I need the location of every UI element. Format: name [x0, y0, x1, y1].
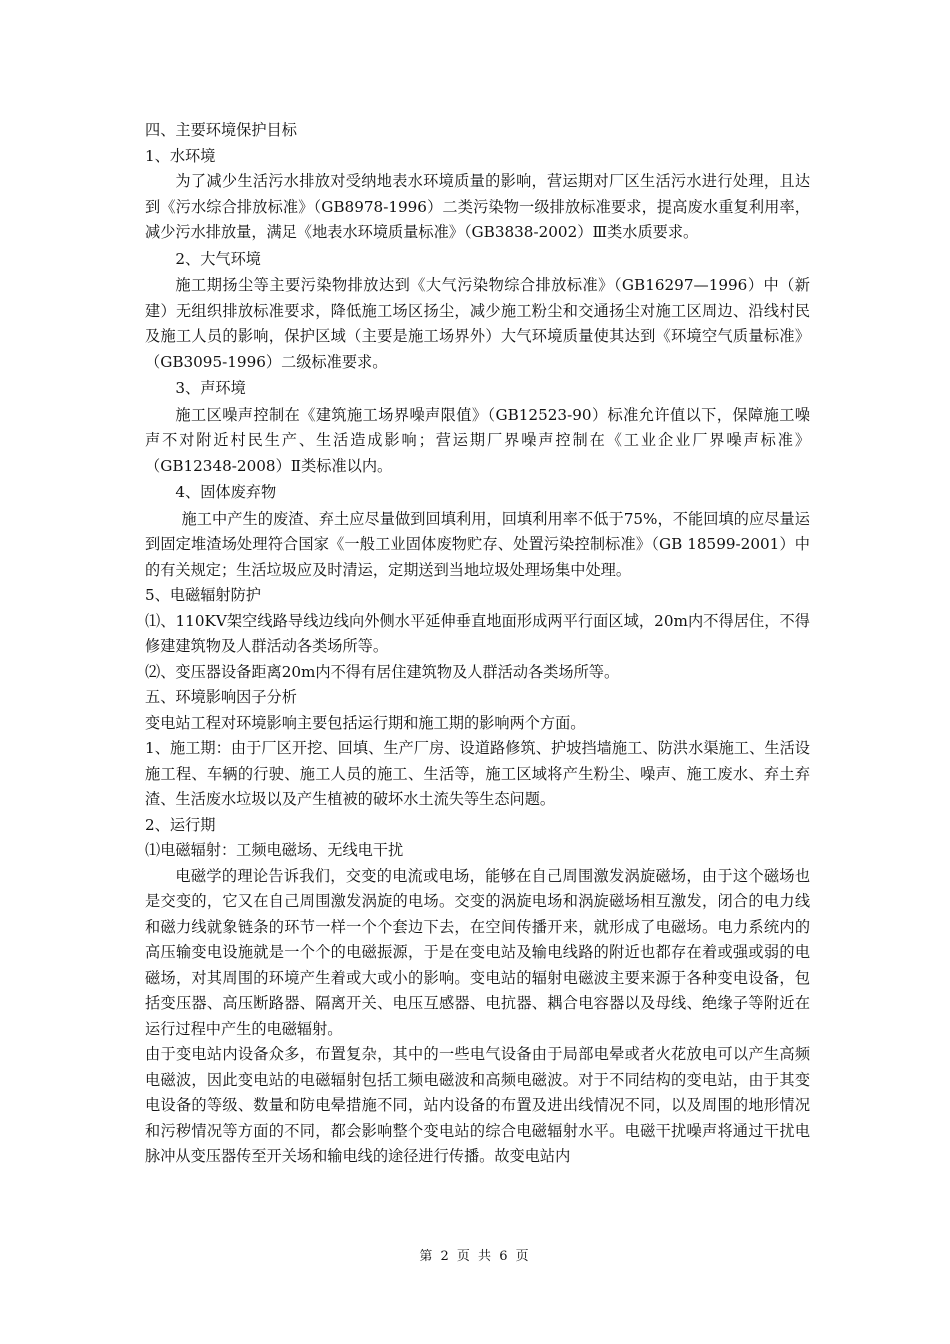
paragraph-em-theory: 电磁学的理论告诉我们，交变的电流或电场，能够在自己周围激发涡旋磁场，由于这个磁场也是交变的，它又在自己周围激发涡旋的电场。交变的涡旋电场和涡旋磁场相互激发，闭合的电力线和磁力线就象链条的环节一样一个个套边下去，在空间传播开来，就形成了电磁场。电力系统内的高压输变电设施就是一个个的电磁振源，于是在变电站及输电线路的附近也都存在着或强或弱的电磁场，对其周围的环境产生着或大或小的影响。变电站的辐射电磁波主要来源于各种变电设备，包括变压器、高压断路器、隔离开关、电压互感器、电抗器、耦合电容器以及母线、绝缘子等附近在运行过程中产生的电磁辐射。 — [145, 866, 810, 1038]
subheading-operation-period: 2、运行期 — [145, 815, 216, 834]
list-item-transformer-distance: ⑵、变压器设备距离20m内不得有居住建筑物及人群活动各类场所等。 — [145, 662, 620, 681]
heading-section-5: 五、环境影响因子分析 — [145, 688, 297, 706]
list-item-line-protection: ⑴、110KV架空线路导线边线向外侧水平延伸垂直地面形成两平行面区域，20m内不得居住，不得修建建筑物及人群活动各类场所等。 — [145, 611, 810, 655]
paragraph-impact-intro: 变电站工程对环境影响主要包括运行期和施工期的影响两个方面。 — [145, 713, 586, 732]
paragraph-solid-waste: 施工中产生的废渣、弃土应尽量做到回填利用，回填利用率不低于75%，不能回填的应尽量运到固定堆渣场处理符合国家《一般工业固体废物贮存、处置污染控制标准》（GB 18599-2001）中的有关规定；生活垃圾应及时清运，定期送到当地垃圾处理场集中处理。 — [145, 509, 810, 579]
paragraph-air-environment: 施工期扬尘等主要污染物排放达到《大气污染物综合排放标准》（GB16297—1996）中（新建）无组织排放标准要求，降低施工场区扬尘，减少施工粉尘和交通扬尘对施工区周边、沿线村民及施工人员的影响，保护区域（主要是施工场界外）大气环境质量使其达到《环境空气质量标准》（GB3095-1996）二级标准要求。 — [145, 276, 810, 371]
subheading-solid-waste: 4、固体废弃物 — [175, 483, 277, 501]
subheading-air-environment: 2、大气环境 — [175, 249, 261, 268]
subheading-em-radiation: ⑴电磁辐射：工频电磁场、无线电干扰 — [145, 841, 404, 859]
page-footer: 第 2 页 共 6 页 — [419, 1249, 531, 1264]
subheading-water-environment: 1、水环境 — [145, 146, 216, 165]
document-body — [145, 118, 810, 1170]
subheading-em-radiation-protection: 5、电磁辐射防护 — [145, 586, 261, 604]
paragraph-construction-period: 1、施工期：由于厂区开挖、回填、生产厂房、设道路修筑、护坡挡墙施工、防洪水渠施工、生活设施工程、车辆的行驶、施工人员的施工、生活等，施工区域将产生粉尘、噪声、施工废水、弃土弃渣、生活废水垃圾以及产生植被的破坏水土流失等生态问题。 — [145, 739, 810, 808]
heading-section-4: 四、主要环境保护目标 — [145, 121, 297, 139]
paragraph-substation-emission: 由于变电站内设备众多，布置复杂，其中的一些电气设备由于局部电晕或者火花放电可以产生高频电磁波，因此变电站的电磁辐射包括工频电磁波和高频电磁波。对于不同结构的变电站，由于其变电设备的等级、数量和防电晕措施不同，站内设备的布置及进出线情况不同，以及周围的地形情况和污秽情况等方面的不同，都会影响整个变电站的综合电磁辐射水平。电磁干扰噪声将通过干扰电脉冲从变压器传至开关场和输电线的途径进行传播。故变电站内 — [145, 1045, 810, 1165]
subheading-acoustic-environment: 3、声环境 — [175, 379, 246, 397]
paragraph-acoustic-environment: 施工区噪声控制在《建筑施工场界噪声限值》（GB12523-90）标准允许值以下，保障施工噪声不对附近村民生产、生活造成影响；营运期厂界噪声控制在《工业企业厂界噪声标准》（GB12348-2008）Ⅱ类标准以内。 — [145, 405, 810, 475]
paragraph-water-environment: 为了减少生活污水排放对受纳地表水环境质量的影响，营运期对厂区生活污水进行处理，且达到《污水综合排放标准》（GB8978-1996）二类污染物一级排放标准要求，提高废水重复利用率，减少污水排放量，满足《地表水环境质量标准》（GB3838-2002）Ⅲ类水质要求。 — [145, 172, 810, 241]
